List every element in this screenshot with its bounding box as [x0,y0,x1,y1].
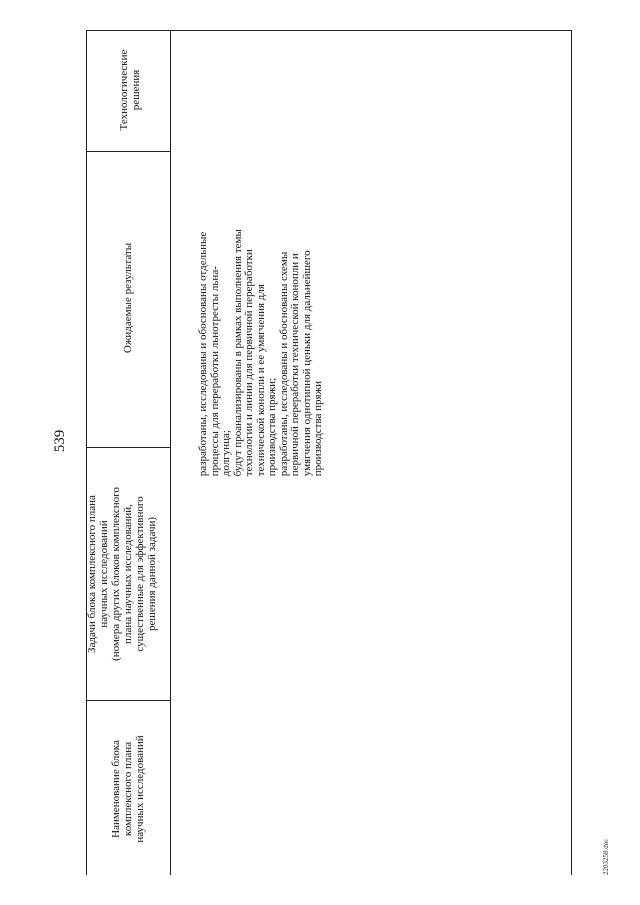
column-divider-3 [86,151,171,152]
header-technological-solutions: Технологические решения [118,49,142,131]
expected-results-text: разработаны, исследованы и обоснованы отдельные процессы для переработки льнотресты льна- долгунца; будут проанализированы в рамках выполнения темы технологии и линии для первичной переработки технической конопли и ее умягчения для производства пряжи; разработаны, исследованы и обоснованы схемы первичной переработки технической конопли и умягчения однотипной ценьки для дальнейшего производства пряжи [196,229,324,477]
header-expected-results: Ожидаемые результаты [122,242,134,354]
table-border-top [86,30,572,31]
table-border-right [571,30,572,875]
column-divider-1 [86,700,171,701]
footer-document-code: 2203258.doc [602,838,610,875]
header-block-tasks: Задачи блока комплексного плана научных исследований (номера других блоков комплексного плана научных исследований, существенные для эффективного решения данной задачи) [86,487,158,661]
header-row-divider [170,30,171,875]
page-number: 539 [52,429,68,453]
column-divider-2 [86,447,171,448]
header-block-name: Наименование блока комплексного плана научных исследований [110,735,146,843]
